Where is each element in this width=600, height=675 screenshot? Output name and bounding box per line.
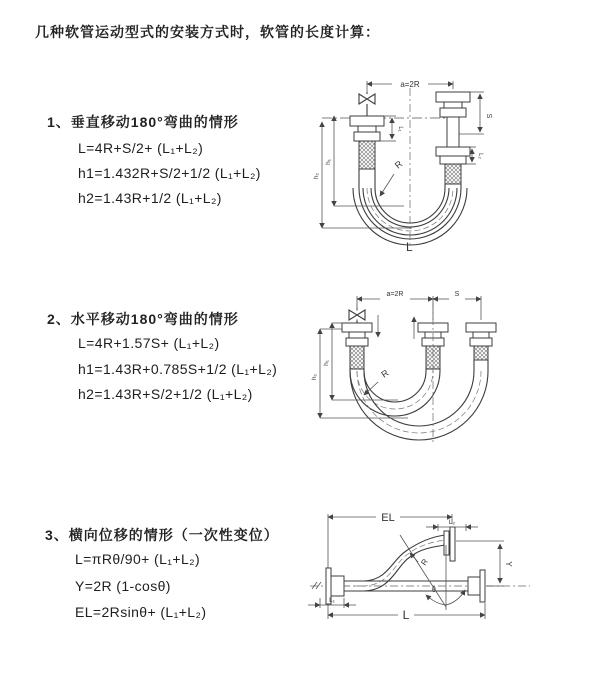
page-title: 几种软管运动型式的安装方式时，软管的长度计算： xyxy=(35,24,380,40)
valve-icon xyxy=(359,94,375,104)
section-3-heading: 3、横向位移的情形（一次性变位） xyxy=(45,527,279,543)
dim-label-y: Y xyxy=(504,561,513,567)
section-2-heading: 2、水平移动180°弯曲的情形 xyxy=(47,311,239,327)
section-1-heading: 1、垂直移动180°弯曲的情形 xyxy=(47,114,239,130)
diagram-vertical-180 xyxy=(308,70,588,255)
dim-label-h2: h₂ xyxy=(313,172,320,180)
section-2-formula-L: L=4R+1.57S+ (L₁+L₂) xyxy=(78,335,220,351)
section-3-formula-L: L=πRθ/90+ (L₁+L₂) xyxy=(75,551,201,567)
dim-label-h1: h₁ xyxy=(323,360,330,366)
fitting-left xyxy=(342,323,372,369)
dim-label-a2r: a=2R xyxy=(400,80,420,89)
flange-right-original xyxy=(468,577,480,595)
dim-label-l1: L₁ xyxy=(397,126,403,132)
dim-label-l2: L₂ xyxy=(477,153,483,159)
diagram-horizontal-180 xyxy=(308,285,593,450)
section-1-formula-h1: h1=1.432R+S/2+1/2 (L₁+L₂) xyxy=(78,165,261,181)
dim-label-s: S xyxy=(454,291,460,298)
dim-label-l2: L₂ xyxy=(448,519,456,526)
dim-label-s: S xyxy=(485,113,492,119)
section-1-formula-L: L=4R+S/2+ (L₁+L₂) xyxy=(78,140,204,156)
diagram-lateral-displacement xyxy=(298,500,598,655)
dim-label-theta: θ xyxy=(432,587,436,594)
dim-label-radius: R xyxy=(419,557,430,568)
fitting-right xyxy=(466,323,496,360)
dim-label-a2r: a=2R xyxy=(386,291,404,298)
section-1-formula-h2: h2=1.43R+1/2 (L₁+L₂) xyxy=(78,190,222,206)
dim-label-h2: h₂ xyxy=(311,373,318,381)
dim-label-l1: L₁ xyxy=(329,597,335,604)
section-3-formula-Y: Y=2R (1-cosθ) xyxy=(75,578,171,594)
dim-label-radius: R xyxy=(379,367,391,380)
section-2-formula-h1: h1=1.43R+0.785S+1/2 (L₁+L₂) xyxy=(78,361,278,377)
section-2-formula-h2: h2=1.43R+S/2+1/2 (L₁+L₂) xyxy=(78,386,253,402)
flange-upper-displaced xyxy=(444,531,449,555)
dim-label-radius: R xyxy=(392,158,405,171)
dim-label-length: L xyxy=(406,240,413,254)
section-3-formula-EL: EL=2Rsinθ+ (L₁+L₂) xyxy=(75,604,207,620)
dim-label-el: EL xyxy=(381,512,395,524)
dim-label-length: L xyxy=(402,608,410,622)
dim-label-h1: h₁ xyxy=(325,159,332,165)
